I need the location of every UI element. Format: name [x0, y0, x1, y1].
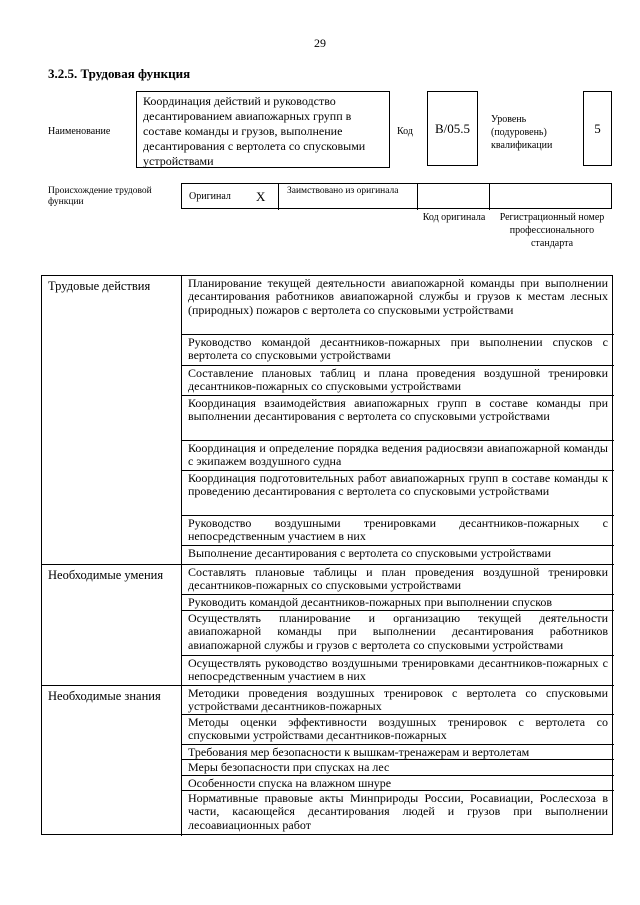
original-code-cell — [418, 184, 490, 210]
section-required-knowledge — [42, 685, 614, 836]
list-item: Особенности спуска на влажном шнуре — [182, 776, 614, 791]
original-code-caption: Код оригинала — [422, 212, 486, 223]
page-number: 29 — [314, 36, 326, 50]
list-item: Руководить командой десантников-пожарных при выполнении спусков — [182, 595, 614, 611]
list-item: Нормативные правовые акты Минприроды России, Росавиации, Рослесхоза в части, касающейся десантирования людей и грузов при выполнении лесоавиационных работ — [188, 791, 608, 832]
section-label: Необходимые знания — [48, 689, 161, 703]
list-item: Координация взаимодействия авиапожарных групп в составе команды при выполнении десантирования с вертолета со спусковыми устройствами — [182, 396, 614, 441]
level-box — [583, 91, 612, 166]
origin-row — [181, 183, 612, 209]
borrowed-cell — [279, 184, 418, 210]
list-item: Осуществлять планирование и организацию текущей деятельности авиапожарной команды при выполнении десантирования работников авиапожарной службы и грузов с вертолета со спусковыми устройствами — [182, 611, 614, 656]
code-box — [427, 91, 478, 166]
section-label: Необходимые умения — [48, 568, 164, 582]
reg-number-cell — [490, 184, 613, 210]
section-required-skills — [42, 564, 614, 685]
name-label: Наименование — [48, 126, 111, 137]
list-item: Планирование текущей деятельности авиапожарной команды при выполнении десантирования работников авиапожарной службы и грузов к местам лесных (природных) пожаров с вертолета со спусковыми устройствами — [182, 276, 614, 335]
level-value: 5 — [594, 120, 601, 136]
borrowed-label: Заимствовано из оригинала — [287, 186, 399, 196]
list-item: Составлять плановые таблицы и план проведения воздушной тренировки десантников-пожарных со спусковыми устройствами — [182, 565, 614, 595]
origin-label: Происхождение трудовой функции — [48, 186, 152, 207]
function-name-box — [136, 91, 390, 168]
original-label: Оригинал — [189, 191, 231, 202]
original-cell — [182, 184, 279, 210]
list-item: Составление плановых таблиц и плана проведения воздушной тренировки десантников-пожарных со спусковыми устройствами — [182, 366, 614, 396]
list-item: Методы оценки эффективности воздушных тренировок с вертолета со спусковыми устройствами десантников-пожарных — [182, 715, 614, 745]
section-title: 3.2.5. Трудовая функция — [48, 66, 191, 81]
list-item: Методики проведения воздушных тренировок с вертолета со спусковыми устройствами десантников-пожарных — [182, 686, 614, 715]
list-item: Выполнение десантирования с вертолета со спусковыми устройствами — [188, 546, 552, 560]
labor-function-table — [41, 275, 613, 835]
original-mark: X — [256, 189, 266, 204]
section-labor-actions — [42, 276, 614, 564]
list-item: Требования мер безопасности к вышкам-тренажерам и вертолетам — [182, 745, 614, 760]
reg-number-caption: Регистрационный номер профессионального стандарта — [499, 212, 605, 249]
function-name-value: Координация действий и руководство десантированием авиапожарных групп в составе команды и грузов, выполнение десантирования с вертолета со спусковыми устройствами — [143, 94, 366, 168]
list-item: Координация и определение порядка ведения радиосвязи авиапожарной команды с экипажем воздушного судна — [182, 441, 614, 471]
list-item: Осуществлять руководство воздушными тренировками десантников-пожарных с непосредственным участием в них — [188, 656, 608, 684]
section-label: Трудовые действия — [48, 279, 151, 293]
list-item: Координация подготовительных работ авиапожарных групп в составе команды к проведению десантирования с вертолета со спусковыми устройствами — [182, 471, 614, 516]
list-item: Меры безопасности при спусках на лес — [182, 760, 614, 776]
code-label: Код — [397, 126, 413, 137]
level-label: Уровень (подуровень) квалификации — [491, 114, 553, 151]
code-value: B/05.5 — [434, 120, 471, 136]
list-item: Руководство воздушными тренировками десантников-пожарных с непосредственным участием в них — [182, 516, 614, 546]
list-item: Руководство командой десантников-пожарных при выполнении спусков с вертолета со спусковыми устройствами — [182, 335, 614, 366]
